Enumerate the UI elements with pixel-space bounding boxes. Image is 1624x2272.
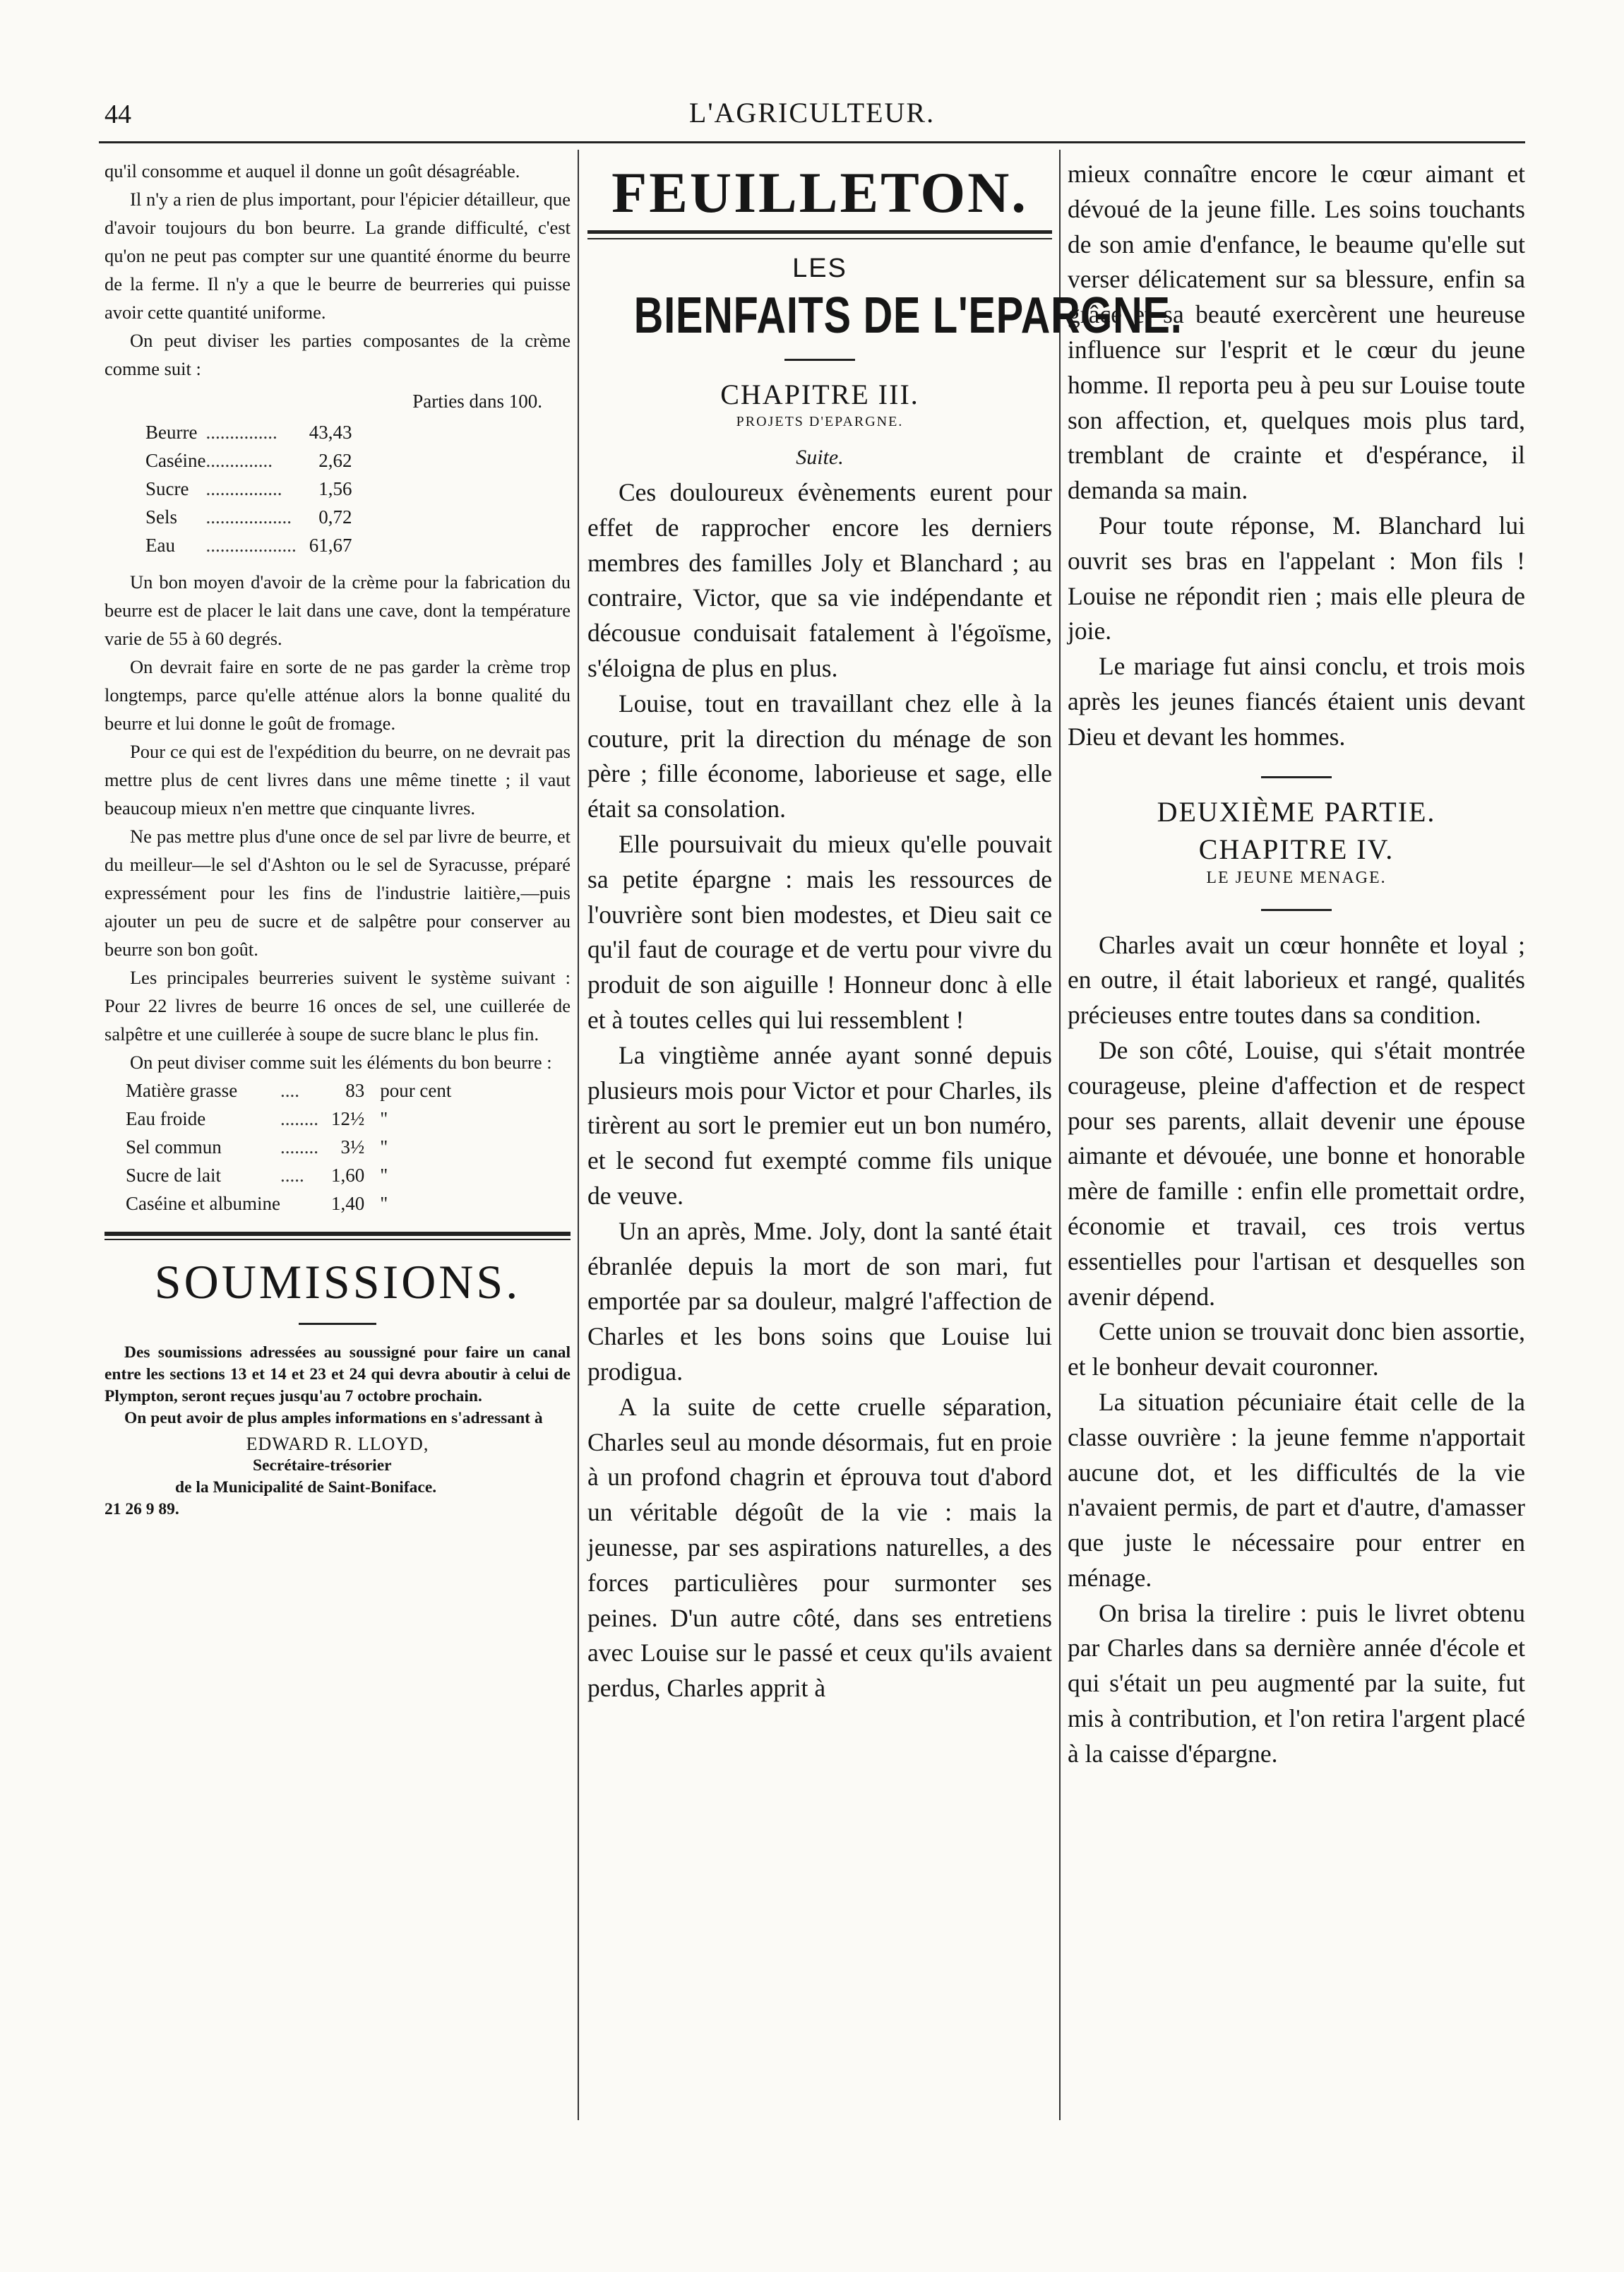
table-cell-name: Sucre (145, 478, 189, 499)
table-cell-value: 12½ (330, 1108, 365, 1129)
part-heading: DEUXIÈME PARTIE. (1157, 795, 1436, 828)
column-rule-1 (578, 150, 579, 2120)
table-leader: ........ (280, 1136, 318, 1158)
page-number: 44 (105, 100, 131, 129)
paragraph: Elle poursuivait du mieux qu'elle pouvait sa petite épargne : mais les ressources de l'ouvrière sont bien modestes, et Dieu sait ce qu'il faut de courage et de vertu pour vivre du produit de son aiguille ! Honneur donc à elle et à toutes celles qui lui ressemblent ! (587, 829, 1052, 1034)
table-cell-value: 61,67 (309, 535, 352, 556)
table-cell-value: 0,72 (318, 506, 352, 528)
suite-label: Suite. (796, 446, 844, 469)
signature-title: Secrétaire-trésorier (253, 1456, 392, 1475)
table-row (145, 418, 352, 446)
table-cell-value: 1,56 (318, 478, 352, 499)
ornament-rule (1261, 776, 1332, 778)
paragraph: On peut diviser comme suit les éléments du bon beurre : (130, 1052, 552, 1073)
table-row (145, 531, 352, 559)
column-left (105, 157, 571, 2120)
table-row (145, 503, 352, 531)
section-rule (587, 230, 1052, 239)
chapter-heading: CHAPITRE III. (720, 379, 919, 410)
header-rule (99, 141, 1525, 143)
cream-composition-table (145, 418, 352, 559)
table-cell-value: 1,60 (330, 1165, 365, 1186)
paragraph: A la suite de cette cruelle séparation, Charles seul au monde désormais, fut en proie à un profond chagrin et éprouva tout d'abord un véritable dégoût de la vie : mais la jeunesse, par ses aspirations naturelles, a des forces particulières pour surmonter ses peines. D'un autre côté, dans ses entretiens avec Louise sur le passé et ceux qu'ils avaient perdus, Charles apprit à (587, 1392, 1052, 1703)
table-cell-name: Beurre (145, 422, 198, 443)
paragraph: Pour toute réponse, M. Blanchard lui ouvrit ses bras en l'appelant : Mon fils ! Louise ne répondit rien ; mais elle pleura de joie. (1068, 511, 1525, 646)
paragraph: qu'il consomme et auquel il donne un goût désagréable. (105, 160, 520, 182)
notice-date: 21 26 9 89. (105, 1500, 179, 1518)
table-cell-unit: " (380, 1193, 388, 1214)
paragraph: Un an après, Mme. Joly, dont la santé était ébranlée depuis la mort de son mari, fut emportée par sa douleur, malgré l'affection de Charles et les bons soins que Louise lui prodigua. (587, 1216, 1052, 1386)
paragraph: Charles avait un cœur honnête et loyal ; en outre, il était laborieux et rangé, qualités précieuses entre toutes dans sa condition. (1068, 930, 1525, 1030)
table-leader (280, 1189, 318, 1218)
signature-name: EDWARD R. LLOYD, (246, 1434, 429, 1454)
table-leader: ..... (280, 1165, 304, 1186)
paragraph: Il n'y a rien de plus important, pour l'épicier détailleur, que d'avoir toujours du bon beurre. La grande difficulté, c'est qu'on ne peut pas compter sur une quantité énorme du beurre de la ferme. Il n'y a que le beurre de beurreries qui puisse avoir cette quantité uniforme. (105, 189, 571, 323)
table-cell-name: Caséine (145, 450, 206, 471)
story-title: BIENFAITS DE L'EPARGNE. (633, 287, 1183, 344)
chapter-heading: CHAPITRE IV. (1198, 833, 1395, 865)
paragraph: Pour ce qui est de l'expédition du beurre, on ne devrait pas mettre plus de cent livres dans une même tinette ; il vaut beaucoup mieux n'en mettre que cinquante livres. (105, 741, 571, 819)
table-leader: .................. (205, 506, 292, 528)
table-cell-name: Sel commun (126, 1136, 222, 1158)
paragraph: Ces douloureux évènements eurent pour effet de rapprocher encore les derniers membres des familles Joly et Blanchard ; au contraire, Victor, que sa vie indépendante et décousue conduisait fatalement à l'égoïsme, s'éloigna de plus en plus. (587, 478, 1052, 682)
table-cell-name: Matière grasse (126, 1080, 238, 1101)
soumissions-notice (105, 1342, 571, 1521)
table-cell-unit: " (380, 1108, 388, 1129)
butter-composition-table (126, 1076, 451, 1218)
table-leader: ................... (205, 535, 297, 556)
paragraph: Louise, tout en travaillant chez elle à la couture, prit la direction du ménage de son père ; fille économe, laborieuse et sage, elle était sa consolation. (587, 689, 1052, 823)
paragraph: On devrait faire en sorte de ne pas garder la crème trop longtemps, parce qu'elle atténue alors la bonne qualité du beurre et lui donne le goût de fromage. (105, 656, 571, 734)
table-cell-value: 1,40 (330, 1193, 365, 1214)
chapter-subtitle: LE JEUNE MENAGE. (1206, 868, 1387, 887)
column-right (1068, 157, 1525, 2120)
table-row (145, 446, 352, 475)
table-cell-value: 43,43 (309, 422, 352, 443)
table-cell-unit: " (380, 1165, 388, 1186)
table-leader: ................ (205, 478, 282, 499)
table-leader: .............. (205, 450, 273, 471)
table-row (126, 1161, 451, 1189)
table-row (126, 1189, 451, 1218)
paragraph: On peut diviser les parties composantes de la crème comme suit : (105, 330, 571, 379)
table-caption: Parties dans 100. (412, 391, 542, 412)
table-cell-value: 83 (345, 1080, 365, 1101)
notice-body: On peut avoir de plus amples informations en s'adressant à (124, 1409, 543, 1427)
table-leader: ........ (280, 1108, 318, 1129)
feuilleton-heading: FEUILLETON. (611, 160, 1028, 225)
running-head: L'AGRICULTEUR. (688, 97, 936, 129)
paragraph: De son côté, Louise, qui s'était montrée courageuse, pleine d'affection et de respect pour ses parents, allait devenir une épouse aimante et dévouée, une bonne et honorable mère de famille : enfin elle promettait ordre, économie et travail, ces trois vertus essentielles pour l'artisan et desquelles son avenir dépend. (1068, 1035, 1525, 1311)
table-leader: ............... (205, 422, 277, 443)
table-cell-name: Eau (145, 535, 175, 556)
ornament-rule (299, 1323, 376, 1325)
table-cell-value: 3½ (340, 1136, 365, 1158)
paragraph: Ne pas mettre plus d'une once de sel par livre de beurre, et du meilleur—le sel d'Ashton ou le sel de Syracusse, préparé expressément pour les fins de l'industrie laitière,—puis ajouter un peu de sucre et de salpêtre pour conserver au beurre son bon goût. (105, 826, 571, 960)
paragraph: La vingtième année ayant sonné depuis plusieurs mois pour Victor et pour Charles, ils tirèrent au sort le premier eut un bon numéro, et le second fut exempté comme fils unique de veuve. (587, 1040, 1052, 1210)
table-cell-unit: " (380, 1136, 388, 1158)
signature-place: de la Municipalité de Saint-Boniface. (175, 1478, 437, 1497)
table-cell-name: Sucre de lait (126, 1165, 221, 1186)
table-cell-value: 2,62 (318, 450, 352, 471)
notice-body: Des soumissions adressées au soussigné pour faire un canal entre les sections 13 et 14 et 23 et 24 qui devra aboutir à celui de Plympton, seront reçues jusqu'au 7 octobre prochain. (105, 1343, 571, 1405)
ornament-rule (1261, 909, 1332, 911)
paragraph: Les principales beurreries suivent le système suivant : Pour 22 livres de beurre 16 onces de sel, une cuillerée de salpêtre et une cuillerée à soupe de sucre blanc le plus fin. (105, 967, 571, 1045)
ornament-rule (784, 359, 855, 361)
paragraph: Un bon moyen d'avoir de la crème pour la fabrication du beurre est de placer le lait dans une cave, dont la température varie de 55 à 60 degrés. (105, 571, 571, 649)
table-row (145, 475, 352, 503)
section-rule (105, 1239, 571, 1240)
story-prefix: LES (792, 254, 847, 283)
paragraph: Le mariage fut ainsi conclu, et trois mois après les jeunes fiancés étaient unis devant Dieu et devant les hommes. (1068, 652, 1525, 751)
column-middle (587, 157, 1183, 2120)
table-cell-unit: pour cent (380, 1080, 452, 1101)
paragraph: mieux connaître encore le cœur aimant et dévoué de la jeune fille. Les soins touchants de son amie d'enfance, le beaume qu'elle sut verser délicatement sur sa blessure, enfin sa grâce et sa beauté exercèrent une heureuse influence sur l'esprit et le cœur du jeune homme. Il reporta peu à peu sur Louise toute son affection, et, quelques mois plus tard, tremblant de crainte et d'espérance, il demanda sa main. (1068, 160, 1525, 505)
paragraph: La situation pécuniaire était celle de la classe ouvrière : la jeune femme n'apportait aucune dot, et les difficultés de la vie n'avaient permis, de part et d'autre, d'amasser que juste le nécessaire pour entrer en ménage. (1068, 1387, 1525, 1592)
table-row (126, 1105, 451, 1133)
paragraph: On brisa la tirelire : puis le livret obtenu par Charles dans sa dernière année d'école et qui s'était un peu augmenté par la suite, fut mis à contribution, et l'on retira l'argent placé à la caisse d'épargne. (1068, 1598, 1525, 1768)
chapter-subtitle: PROJETS D'EPARGNE. (736, 414, 904, 429)
table-row (126, 1076, 451, 1105)
table-leader: .... (280, 1080, 299, 1101)
soumissions-heading: SOUMISSIONS. (154, 1255, 521, 1309)
paragraph: Cette union se trouvait donc bien assortie, et le bonheur devait couronner. (1068, 1317, 1525, 1381)
table-cell-name: Caséine et albumine (126, 1193, 280, 1214)
table-row (126, 1133, 451, 1161)
table-cell-name: Eau froide (126, 1108, 206, 1129)
table-cell-name: Sels (145, 506, 178, 528)
column-rule-2 (1059, 150, 1061, 2120)
section-rule (105, 1232, 571, 1236)
